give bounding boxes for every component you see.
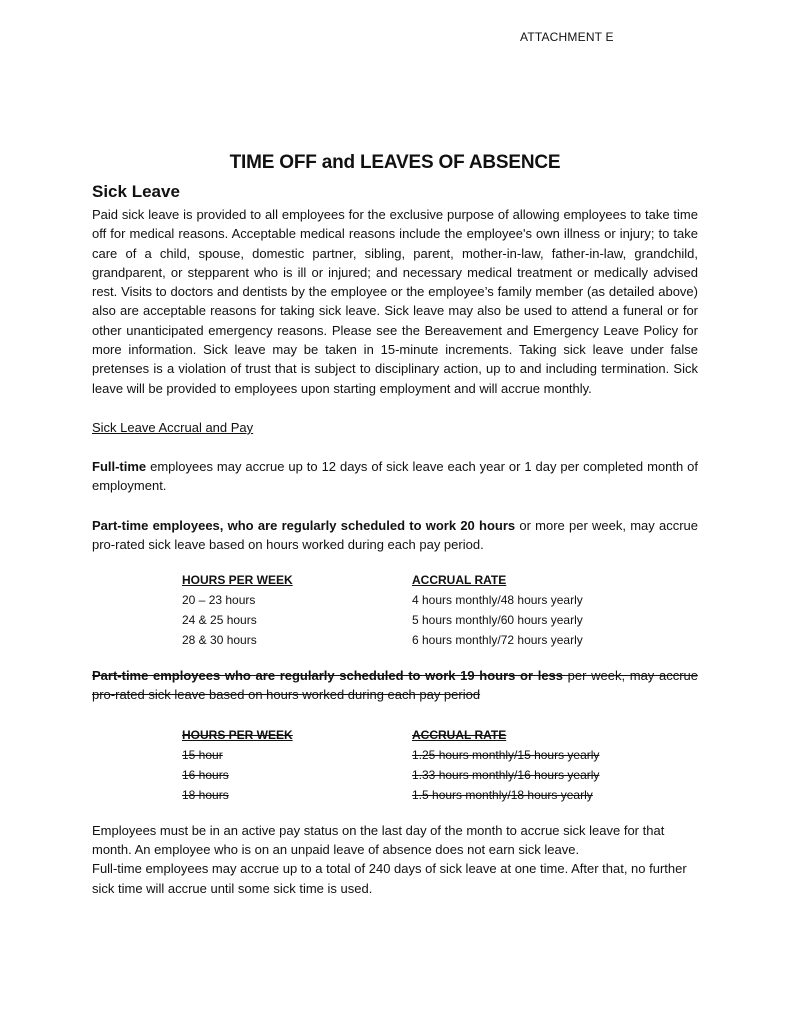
hours-cell: 15 hour (182, 747, 223, 762)
fulltime-paragraph (92, 457, 698, 496)
accrual-table (182, 570, 672, 650)
hours-cell: 18 hours (182, 787, 229, 802)
hours-cell: 16 hours (182, 767, 229, 782)
rate-cell: 1.5 hours monthly/18 hours yearly (412, 787, 593, 802)
table-row (182, 610, 672, 630)
document-body (92, 152, 698, 898)
accrual-subheading: Sick Leave Accrual and Pay (92, 419, 254, 435)
col-header-hours: HOURS PER WEEK (182, 573, 293, 588)
parttime-bold: Part-time employees, who are regularly scheduled to work 20 hours (92, 517, 516, 533)
table-row (182, 590, 672, 610)
rate-cell: 5 hours monthly/60 hours yearly (412, 613, 583, 628)
table-header-row (182, 725, 672, 745)
hours-cell: 28 & 30 hours (182, 633, 257, 648)
table-header-row (182, 570, 672, 590)
closing-paragraph-1: Employees must be in an active pay status on the last day of the month to accrue sick leave for that month. An employee who is on an unpaid leave of absence does not earn sick leave. (92, 822, 665, 858)
struck-text: per week, may accrue pro-rated sick leave based on hours worked during each pay period (92, 668, 698, 703)
rate-cell: 1.25 hours monthly/15 hours yearly (412, 747, 600, 762)
col-header-hours: HOURS PER WEEK (182, 727, 293, 742)
closing-paragraph-2: Full-time employees may accrue up to a total of 240 days of sick leave at one time. After that, no further sick time will accrue until some sick time is used. (92, 861, 687, 896)
table-row (182, 630, 672, 650)
col-header-rate: ACCRUAL RATE (412, 727, 507, 742)
table-row (182, 765, 672, 785)
parttime-paragraph (92, 516, 698, 555)
struck-accrual-table (182, 725, 672, 805)
section-heading-sick-leave: Sick Leave (92, 182, 180, 201)
table-row (182, 785, 672, 805)
fulltime-text: employees may accrue up to 12 days of sick leave each year or 1 day per completed month of employment. (92, 458, 698, 494)
hours-cell: 24 & 25 hours (182, 613, 257, 628)
rate-cell: 1.33 hours monthly/16 hours yearly (412, 767, 600, 782)
struck-bold: Part-time employees who are regularly scheduled to work 19 hours or less (92, 668, 564, 684)
fulltime-bold: Full-time (92, 458, 147, 474)
struck-parttime-paragraph (92, 666, 698, 705)
table-row (182, 745, 672, 765)
parttime-text: or more per week, may accrue pro-rated sick leave based on hours worked during each pay period. (92, 517, 698, 552)
rate-cell: 4 hours monthly/48 hours yearly (412, 593, 583, 608)
rate-cell: 6 hours monthly/72 hours yearly (412, 633, 583, 648)
sick-leave-intro: Paid sick leave is provided to all employees for the exclusive purpose of allowing employees to take time off for medical reasons. Acceptable medical reasons include the employee's own illness or injury; to take care of a child, spouse, domestic partner, sibling, parent, mother-in-law, father-in-law, grandchild, grandparent, or stepparent who is ill or injured; and necessary medical treatment or medically advised rest. Visits to doctors and dentists by the employee or the employee’s family member (as detailed above) also are acceptable reasons for taking sick leave. Sick leave may also be used to attend a funeral or for other unanticipated emergency reasons. Please see the Bereavement and Emergency Leave Policy for more information. Sick leave may be taken in 15-minute increments. Taking sick leave under false pretenses is a violation of trust that is subject to disciplinary action, up to and including termination. Sick leave will be provided to employees upon starting employment and will accrue monthly. (92, 207, 698, 396)
col-header-rate: ACCRUAL RATE (412, 573, 507, 588)
attachment-label: ATTACHMENT E (520, 30, 614, 44)
page-title: TIME OFF and LEAVES OF ABSENCE (229, 152, 561, 173)
hours-cell: 20 – 23 hours (182, 593, 256, 608)
